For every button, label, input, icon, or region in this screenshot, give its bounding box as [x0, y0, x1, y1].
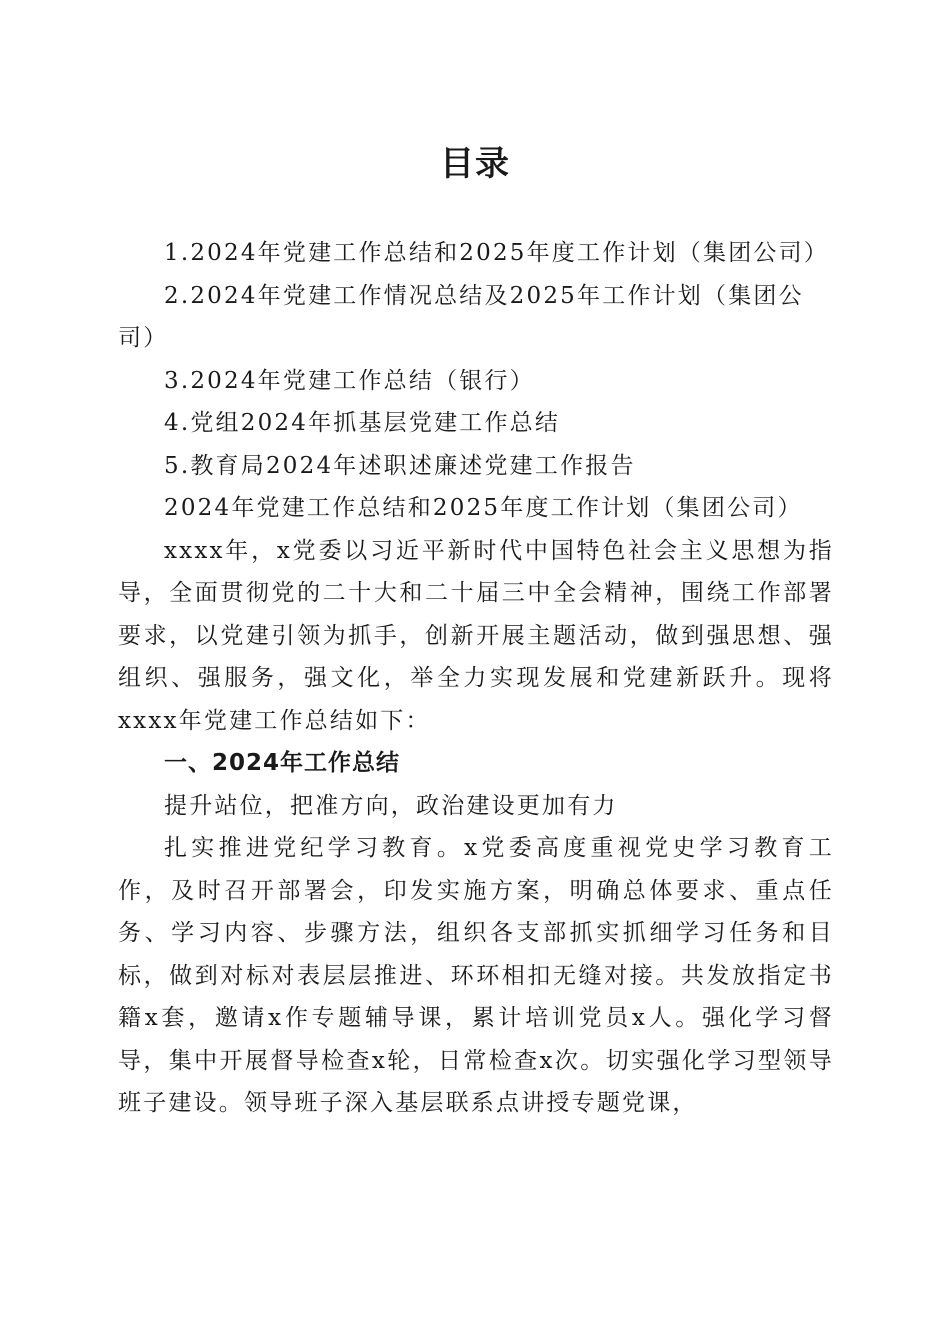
toc-item-3: 3.2024年党建工作总结（银行） — [164, 367, 535, 394]
article-title: 2024年党建工作总结和2025年度工作计划（集团公司） — [164, 495, 803, 521]
toc-item-2: 2.2024年党建工作情况总结及2025年工作计划（集团公司） — [118, 282, 804, 351]
intro-paragraph: xxxx年，x党委以习近平新时代中国特色社会主义思想为指导，全面贯彻党的二十大和二十届三中全会精神，围绕工作部署要求，以党建引领为抓手，创新开展主题活动，做到强思想、强组织、强服务，强文化，举全力实现发展和党建新跃升。现将xxxx年党建工作总结如下： — [118, 537, 834, 734]
toc-item-5: 5.教育局2024年述职述廉述党建工作报告 — [164, 452, 636, 479]
toc-item-1: 1.2024年党建工作总结和2025年度工作计划（集团公司） — [164, 240, 830, 266]
body-paragraph: 扎实推进党纪学习教育。x党委高度重视党史学习教育工作，及时召开部署会，印发实施方案，明确总体要求、重点任务、学习内容、步骤方法，组织各支部抓实抓细学习任务和目标，做到对标对表层层推进、环环相扣无缝对接。共发放指定书籍x套，邀请x作专题辅导课，累计培训党员x人。强化学习督导，集中开展督导检查x轮，日常检查x次。切实强化学习型领导班子建设。领导班子深入基层联系点讲授专题党课， — [118, 835, 834, 1116]
toc-item-4: 4.党组2024年抓基层党建工作总结 — [164, 410, 561, 436]
subsection-heading: 提升站位，把准方向，政治建设更加有力 — [164, 792, 618, 819]
section-heading: 一、2024年工作总结 — [164, 750, 401, 776]
page-title: 目录 — [440, 144, 510, 184]
document-body — [118, 232, 834, 1125]
